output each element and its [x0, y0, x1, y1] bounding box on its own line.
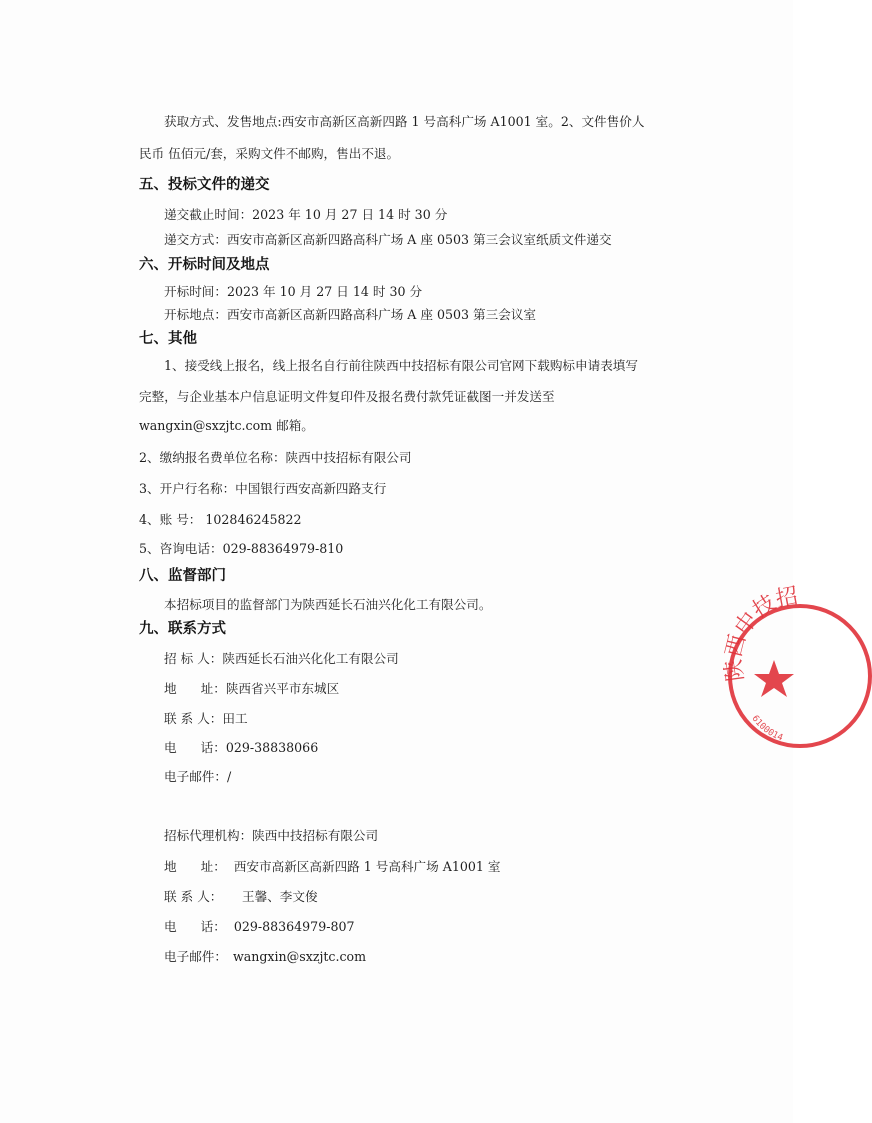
tenderer-phone-row [164, 740, 318, 756]
agency-address: 西安市高新区高新四路 1 号高科广场 A1001 室 [233, 859, 501, 874]
supervision-text: 本招标项目的监督部门为陕西延长石油兴化化工有限公司。 [164, 597, 492, 612]
opening-place: 开标地点：西安市高新区高新四路高科广场 A 座 0503 第三会议室 [164, 307, 537, 322]
agency-phone: 029-88364979-807 [233, 919, 355, 934]
section4-line1: 获取方式、发售地点:西安市高新区高新四路 1 号高科广场 A1001 室。2、文件售价人 [164, 114, 645, 129]
agency-contact-row [164, 889, 318, 905]
other-item3: 3、开户行名称：中国银行西安高新四路支行 [139, 481, 387, 496]
agency-contact-label: 联 系 人： [164, 889, 223, 904]
section7-heading: 七、其他 [139, 331, 197, 347]
other-item1-line2: 完整，与企业基本户信息证明文件复印件及报名费付款凭证截图一并发送至 [139, 389, 555, 404]
tenderer-contact-label: 联 系 人： [164, 711, 223, 726]
agency-name: 陕西中技招标有限公司 [252, 828, 379, 843]
tenderer-name-label: 招 标 人： [164, 651, 223, 666]
tenderer-address-row [164, 681, 339, 697]
other-item5: 5、咨询电话：029-88364979-810 [139, 541, 344, 556]
tenderer-email-label: 电子邮件： [164, 769, 227, 784]
agency-address-label: 地 址： [164, 859, 226, 874]
opening-time: 开标时间：2023 年 10 月 27 日 14 时 30 分 [164, 284, 423, 299]
agency-name-label: 招标代理机构： [164, 828, 253, 843]
tenderer-name: 陕西延长石油兴化化工有限公司 [222, 651, 399, 666]
section4-line2: 民币 伍佰元/套，采购文件不邮购，售出不退。 [139, 146, 400, 161]
agency-contact: 王馨、李文俊 [242, 889, 318, 904]
seal-text: 陕西中技招 [721, 583, 801, 683]
tenderer-phone-label: 电 话： [164, 740, 226, 755]
other-item4: 4、账 号： 102846245822 [139, 512, 302, 527]
agency-email-row [164, 949, 366, 965]
submission-deadline: 递交截止时间：2023 年 10 月 27 日 14 时 30 分 [164, 207, 448, 222]
tenderer-address: 陕西省兴平市东城区 [225, 681, 340, 696]
agency-address-row [164, 859, 500, 875]
agency-phone-row [164, 919, 355, 935]
agency-email: wangxin@sxzjtc.com [232, 949, 367, 964]
agency-phone-label: 电 话： [164, 919, 226, 934]
tenderer-contact-row [164, 711, 248, 727]
other-item1-line3: wangxin@sxzjtc.com 邮箱。 [139, 418, 314, 433]
tenderer-phone: 029-38838066 [225, 740, 319, 755]
seal-number: 6100014 [749, 713, 785, 744]
section9-heading: 九、联系方式 [139, 621, 226, 637]
tenderer-contact: 田工 [222, 711, 248, 726]
other-item2: 2、缴纳报名费单位名称：陕西中技招标有限公司 [139, 450, 412, 465]
section8-heading: 八、监督部门 [139, 568, 226, 584]
company-seal-stamp [721, 583, 872, 748]
agency-email-label: 电子邮件： [164, 949, 227, 964]
other-item1-line1: 1、接受线上报名，线上报名自行前往陕西中技招标有限公司官网下载购标申请表填写 [164, 358, 638, 373]
tenderer-name-row [164, 651, 399, 667]
tenderer-address-label: 地 址： [164, 681, 226, 696]
seal-star-icon [754, 660, 794, 697]
submission-method: 递交方式：西安市高新区高新四路高科广场 A 座 0503 第三会议室纸质文件递交 [164, 232, 612, 247]
tenderer-email: / [226, 769, 232, 784]
tenderer-email-row [164, 769, 231, 785]
agency-name-row [164, 828, 378, 844]
section6-heading: 六、开标时间及地点 [139, 257, 270, 273]
section5-heading: 五、投标文件的递交 [139, 177, 270, 193]
